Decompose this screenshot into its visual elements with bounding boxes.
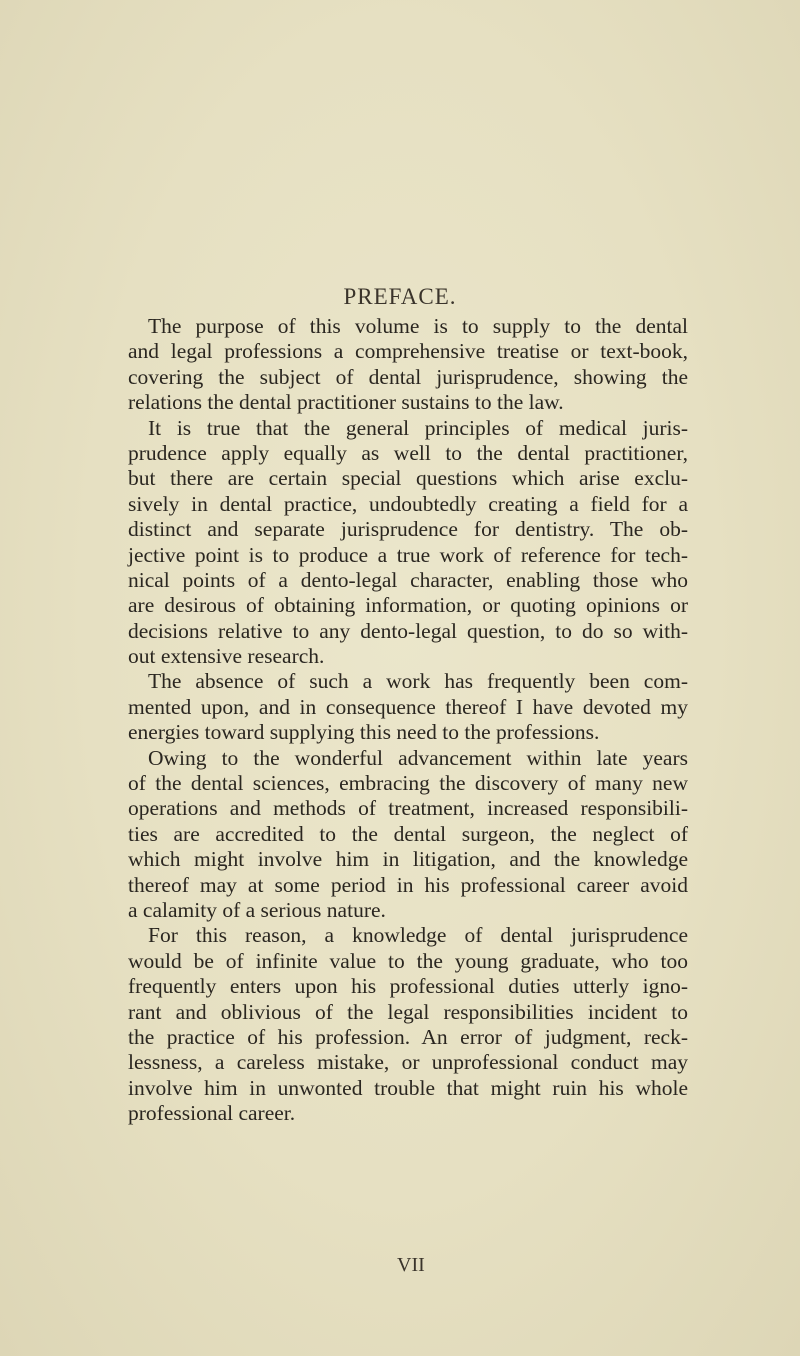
text-line: out extensive research. [128,644,325,669]
text-line: mented upon, and in consequence thereof I have devoted my [128,694,688,719]
text-line: distinct and separate jurisprudence for dentistry. The ob- [128,517,688,542]
paragraph [128,746,688,924]
text-line: operations and methods of treatment, increased responsibili- [128,796,688,821]
text-line: The absence of such a work has frequently been com- [148,669,688,694]
text-line: thereof may at some period in his professional career avoid [128,872,688,897]
text-line: would be of infinite value to the young graduate, who too [128,948,688,973]
text-line: lessness, a careless mistake, or unprofessional conduct may [128,1050,688,1075]
text-line: jective point is to produce a true work of reference for tech- [128,542,688,567]
text-line: energies toward supplying this need to the professions. [128,720,600,745]
text-line: frequently enters upon his professional duties utterly igno- [128,974,688,999]
text-line: The purpose of this volume is to supply to the dental [148,314,688,338]
text-line: relations the dental practitioner sustains to the law. [128,390,564,415]
text-line: and legal professions a comprehensive treatise or text-book, [128,339,688,364]
text-line: For this reason, a knowledge of dental jurisprudence [148,923,688,948]
preface-body [128,314,688,1127]
page-title: PREFACE. [343,284,457,309]
text-line: the practice of his profession. An error of judgment, reck- [128,1024,688,1049]
text-line: prudence apply equally as well to the dental practitioner, [128,440,688,465]
text-line: ties are accredited to the dental surgeon, the neglect of [128,821,688,846]
text-line: sively in dental practice, undoubtedly creating a field for a [128,491,688,516]
text-line: involve him in unwonted trouble that might ruin his whole [128,1075,688,1100]
text-line: rant and oblivious of the legal responsibilities incident to [128,999,688,1024]
text-line: Owing to the wonderful advancement within late years [148,745,688,770]
text-line: of the dental sciences, embracing the discovery of many new [128,771,688,796]
text-line: covering the subject of dental jurisprudence, showing the [128,364,688,389]
paragraph [128,669,688,745]
text-line: which might involve him in litigation, and the knowledge [128,847,688,872]
text-line: are desirous of obtaining information, or quoting opinions or [128,593,688,618]
text-line: It is true that the general principles of medical juris- [148,415,688,440]
text-line: nical points of a dento-legal character, enabling those who [128,567,688,592]
page-number: VII [397,1254,425,1276]
text-line: a calamity of a serious nature. [128,897,386,922]
text-line: but there are certain special questions which arise exclu- [128,466,688,491]
paragraph [128,314,688,416]
paragraph [128,416,688,670]
text-line: decisions relative to any dento-legal question, to do so with- [128,618,688,643]
paragraph [128,923,688,1126]
text-line: professional career. [128,1101,296,1126]
